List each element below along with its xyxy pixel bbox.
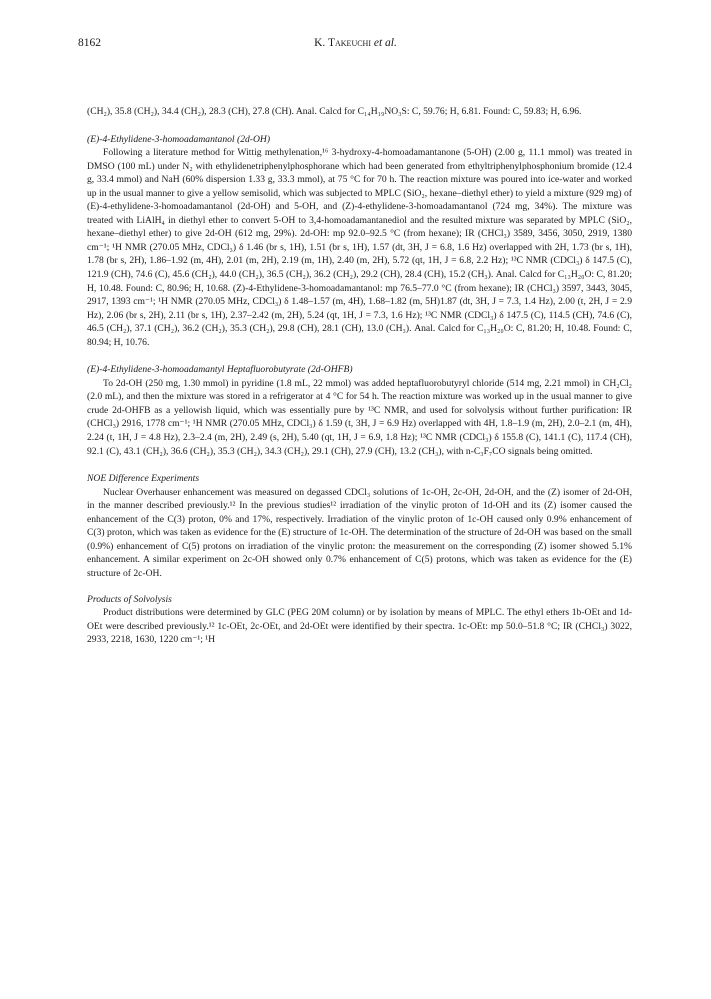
running-head — [0, 37, 711, 49]
page-number: 8162 — [78, 37, 101, 49]
running-head-author: K. Takeuchi — [314, 37, 371, 49]
paragraph-hfb: To 2d-OH (250 mg, 1.30 mmol) in pyridine (1.8 mL, 22 mmol) was added heptafluorobutyryl chloride (514 mg, 2.21 mmol) in CH₂Cl₂ (2.0 mL), and then the mixture was stored in a refrigerator at 4 °C for 54 h. The reaction mixture was worked up in the usual manner to give crude 2d-OHFB as a yellowish liquid, which was essentially pure by ¹³C NMR, and used for solvolysis without further purification: IR (CHCl₃) 2916, 1778 cm⁻¹; ¹H NMR (270.05 MHz, CDCl₃) δ 1.59 (t, 3H, J = 6.9 Hz) overlapped with 4H, 1.8–1.9 (m, 2H), 2.0–2.1 (m, 4H), 2.24 (t, 1H, J = 4.8 Hz), 2.3–2.4 (m, 2H), 2.49 (s, 2H), 5.40 (qt, 1H, J = 6.9, 1.8 Hz); ¹³C NMR (CDCl₃) δ 155.8 (C), 141.1 (C), 117.4 (CH), 92.1 (C), 43.1 (CH₂), 36.6 (CH₂), 35.3 (CH₂), 34.3 (CH₂), 29.1 (CH), 27.9 (CH), 13.2 (CH₃), with n-C₃F₇CO signals being omitted. — [87, 377, 632, 457]
article-body — [87, 105, 632, 647]
section-heading-hfb: (E)-4-Ethylidene-3-homoadamantyl Heptafluorobutyrate (2d-OHFB) — [87, 364, 353, 376]
paragraph-ethylidene-ol: Following a literature method for Wittig methylenation,¹⁶ 3-hydroxy-4-homoadamantanone (5-OH) (2.00 g, 11.1 mmol) was treated in DMSO (100 mL) under N₂ with ethylidenetriphenylphosphorane which had been generated from ethyltriphenylphosphonium bromide (12.4 g, 33.4 mmol) and NaH (60% dispersion 1.33 g, 33.3 mmol), at 75 °C for 70 h. The reaction mixture was poured into ice-water and worked up in the usual manner to give a yellow semisolid, which was subjected to MPLC (SiO₂, hexane–diethyl ether) to yield a mixture (929 mg) of (E)-4-ethylidene-3-homoadamantanol (2d-OH) and 5-OH, and (Z)-4-ethylidene-3-homoadamantanol (724 mg, 34%). The mixture was treated with LiAlH₄ in diethyl ether to convert 5-OH to 3,4-homoadamantanediol and the resulted mixture was separated by MPLC (SiO₂, hexane–diethyl ether) to give 2d-OH (612 mg, 29%). 2d-OH: mp 92.0–92.5 °C (from hexane); IR (CHCl₃) 3589, 3456, 3050, 2919, 1380 cm⁻¹; ¹H NMR (270.05 MHz, CDCl₃) δ 1.46 (br s, 1H), 1.51 (br s, 1H), 1.57 (dt, 3H, J = 6.8, 1.6 Hz) overlapped with 2H, 1.73 (br s, 1H), 1.78 (br s, 2H), 1.86–1.92 (m, 4H), 2.01 (m, 2H), 2.19 (m, 1H), 2.40 (m, 2H), 5.72 (qt, 1H, J = 6.8, 2.2 Hz); ¹³C NMR (CDCl₃) δ 147.5 (C), 121.9 (CH), 74.6 (C), 45.6 (CH₂), 44.0 (CH₂), 36.5 (CH₂), 36.2 (CH₂), 29.2 (CH), 28.4 (CH), 15.2 (CH₃). Anal. Calcd for C₁₃H₂₀O: C, 81.20; H, 10.48. Found: C, 80.96; H, 10.68. (Z)-4-Ethylidene-3-homoadamantanol: mp 76.5–77.0 °C (from hexane); IR (CHCl₃) 3597, 3443, 3045, 2917, 1393 cm⁻¹; ¹H NMR (270.05 MHz, CDCl₃) δ 1.48–1.57 (m, 4H), 1.68–1.82 (m, 5H)1.87 (dt, 3H, J = 7.3, 1.4 Hz), 2.00 (t, 2H, J = 2.9 Hz), 2.06 (br s, 2H), 2.11 (br s, 1H), 2.37–2.42 (m, 2H), 5.24 (qt, 1H, J = 7.3, 1.6 Hz); ¹³C NMR (CDCl₃) δ 147.5 (C), 114.5 (CH), 74.6 (C), 46.5 (CH₂), 37.1 (CH₂), 36.2 (CH₂), 35.3 (CH₂), 29.8 (CH), 28.1 (CH), 13.0 (CH₃). Anal. Calcd for C₁₃H₂₀O: C, 81.20; H, 10.48. Found: C, 80.94; H, 10.76. — [87, 147, 632, 348]
paragraph-products: Product distributions were determined by GLC (PEG 20M column) or by isolation by means of MPLC. The ethyl ethers 1b-OEt and 1d-OEt were described previously.¹² 1c-OEt, 2c-OEt, and 2d-OEt were identified by their spectra. 1c-OEt: mp 50.0–51.8 °C; IR (CHCl₃) 3022, 2933, 2218, 1630, 1220 cm⁻¹; ¹H — [87, 607, 632, 646]
continued-paragraph: (CH₂), 35.8 (CH₂), 34.4 (CH₂), 28.3 (CH), 27.8 (CH). Anal. Calcd for C₁₄H₁₉NO₃S: C, 59.76; H, 6.81. Found: C, 59.83; H, 6.96. — [87, 106, 582, 117]
section-heading-ethylidene-ol: (E)-4-Ethylidene-3-homoadamantanol (2d-OH) — [87, 133, 271, 145]
section-heading-noe: NOE Difference Experiments — [87, 473, 200, 485]
running-head-suffix: et al. — [373, 37, 397, 49]
section-heading-products: Products of Solvolysis — [87, 593, 172, 605]
paragraph-noe: Nuclear Overhauser enhancement was measured on degassed CDCl₃ solutions of 1c-OH, 2c-OH, 2d-OH, and the (Z) isomer of 2d-OH, in the manner described previously.¹² In the previous studies¹² irradiation of the vinylic proton of 1d-OH and its (Z) isomer caused the enhancement of the C(3) proton, 0% and 17%, respectively. Irradiation of the vinylic proton of 1c-OH caused only 0.9% enhancement of C(3) proton, which was taken as evidence for the (E) structure of 1c-OH. The determination of the structure of 2d-OH was based on the small (0.9%) enhancement of C(5) protons on irradiation of the vinylic proton: the measurement on the corresponding (Z) isomer showed 5.1% enhancement. A similar experiment on 2c-OH showed only 0.7% enhancement of C(5) protons, which was taken as evidence for the (E) structure of 2c-OH. — [87, 486, 632, 579]
